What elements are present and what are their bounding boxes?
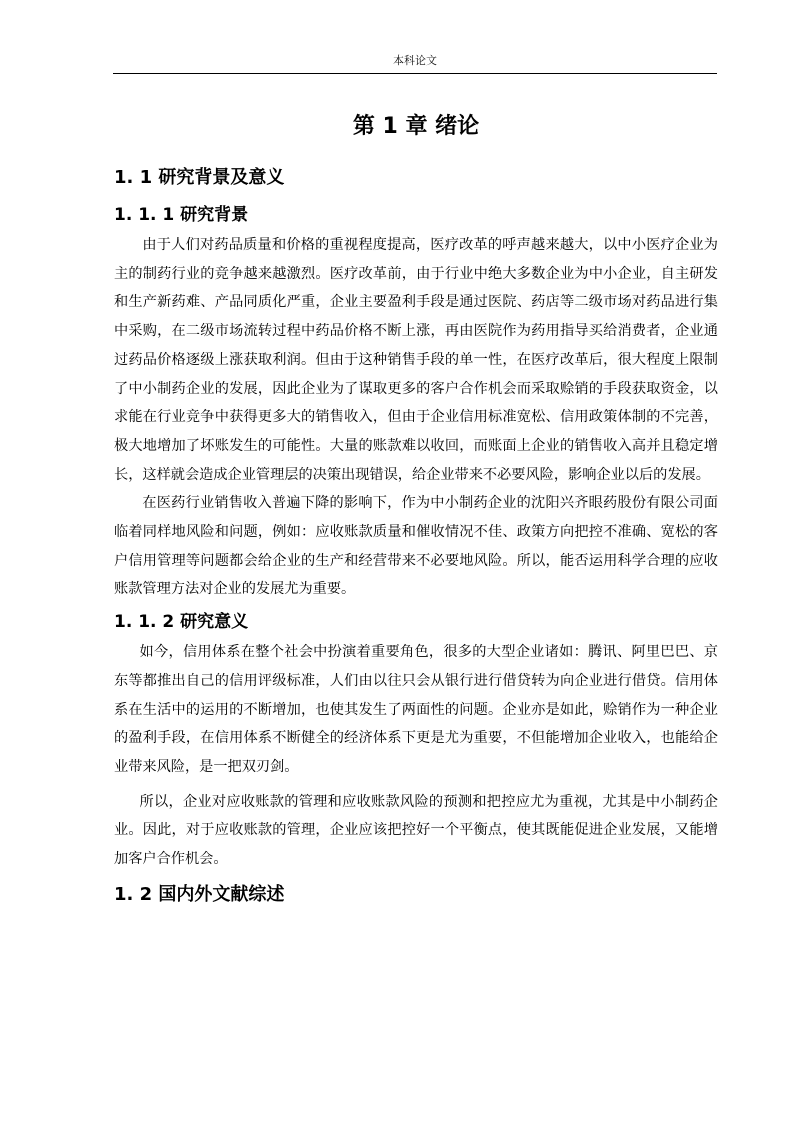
paragraph-background-2: 在医药行业销售收入普遍下降的影响下，作为中小制药企业的沈阳兴齐眼药股份有限公司面临着同样地风险和问题，例如：应收账款质量和催收情况不佳、政策方向把控不准确、宽松的客户信用管理等问题都会给企业的生产和经营带来不必要地风险。所以，能否运用科学合理的应收账款管理方法对企业的发展尤为重要。 bbox=[114, 495, 718, 598]
section-heading-1-1-1: 1. 1. 1 研究背景 bbox=[114, 205, 249, 225]
paragraph-significance-1: 如今，信用体系在整个社会中扮演着重要角色，很多的大型企业诸如：腾讯、阿里巴巴、京东等都推出自己的信用评级标准，人们由以往只会从银行进行借贷转为向企业进行借贷。信用体系在生活中的运用的不断增加，也使其发生了两面性的问题。企业亦是如此，赊销作为一种企业的盈利手段，在信用体系不断健全的经济体系下更是尤为重要，不但能增加企业收入，也能给企业带来风险，是一把双刃剑。 bbox=[114, 644, 718, 775]
running-header: 本科论文 bbox=[393, 54, 437, 67]
paragraph-background-1: 由于人们对药品质量和价格的重视程度提高，医疗改革的呼声越来越大，以中小医疗企业为主的制药行业的竞争越来越激烈。医疗改革前，由于行业中绝大多数企业为中小企业，自主研发和生产新药难、产品同质化严重，企业主要盈利手段是通过医院、药店等二级市场对药品进行集中采购，在二级市场流转过程中药品价格不断上涨，再由医院作为药用指导买给消费者，企业通过药品价格逐级上涨获取利润。但由于这种销售手段的单一性，在医疗改革后，很大程度上限制了中小制药企业的发展，因此企业为了谋取更多的客户合作机会而采取赊销的手段获取资金，以求能在行业竞争中获得更多大的销售收入，但由于企业信用标准宽松、信用政策体制的不完善，极大地增加了坏账发生的可能性。大量的账款难以收回，而账面上企业的销售收入高并且稳定增长，这样就会造成企业管理层的决策出现错误，给企业带来不必要风险，影响企业以后的发展。 bbox=[114, 237, 718, 483]
chapter-title: 第 1 章 绪论 bbox=[352, 114, 480, 139]
section-heading-1-1-2: 1. 1. 2 研究意义 bbox=[114, 612, 249, 633]
section-heading-1-2: 1. 2 国内外文献综述 bbox=[114, 883, 285, 905]
paragraph-significance-2: 所以，企业对应收账款的管理和应收账款风险的预测和把控应尤为重视，尤其是中小制药企业。因此，对于应收账款的管理，企业应该把控好一个平衡点，使其既能促进企业发展，又能增加客户合作机会。 bbox=[114, 793, 718, 868]
page-body bbox=[114, 110, 718, 918]
header-rule bbox=[113, 73, 717, 74]
section-heading-1-1: 1. 1 研究背景及意义 bbox=[114, 167, 285, 188]
